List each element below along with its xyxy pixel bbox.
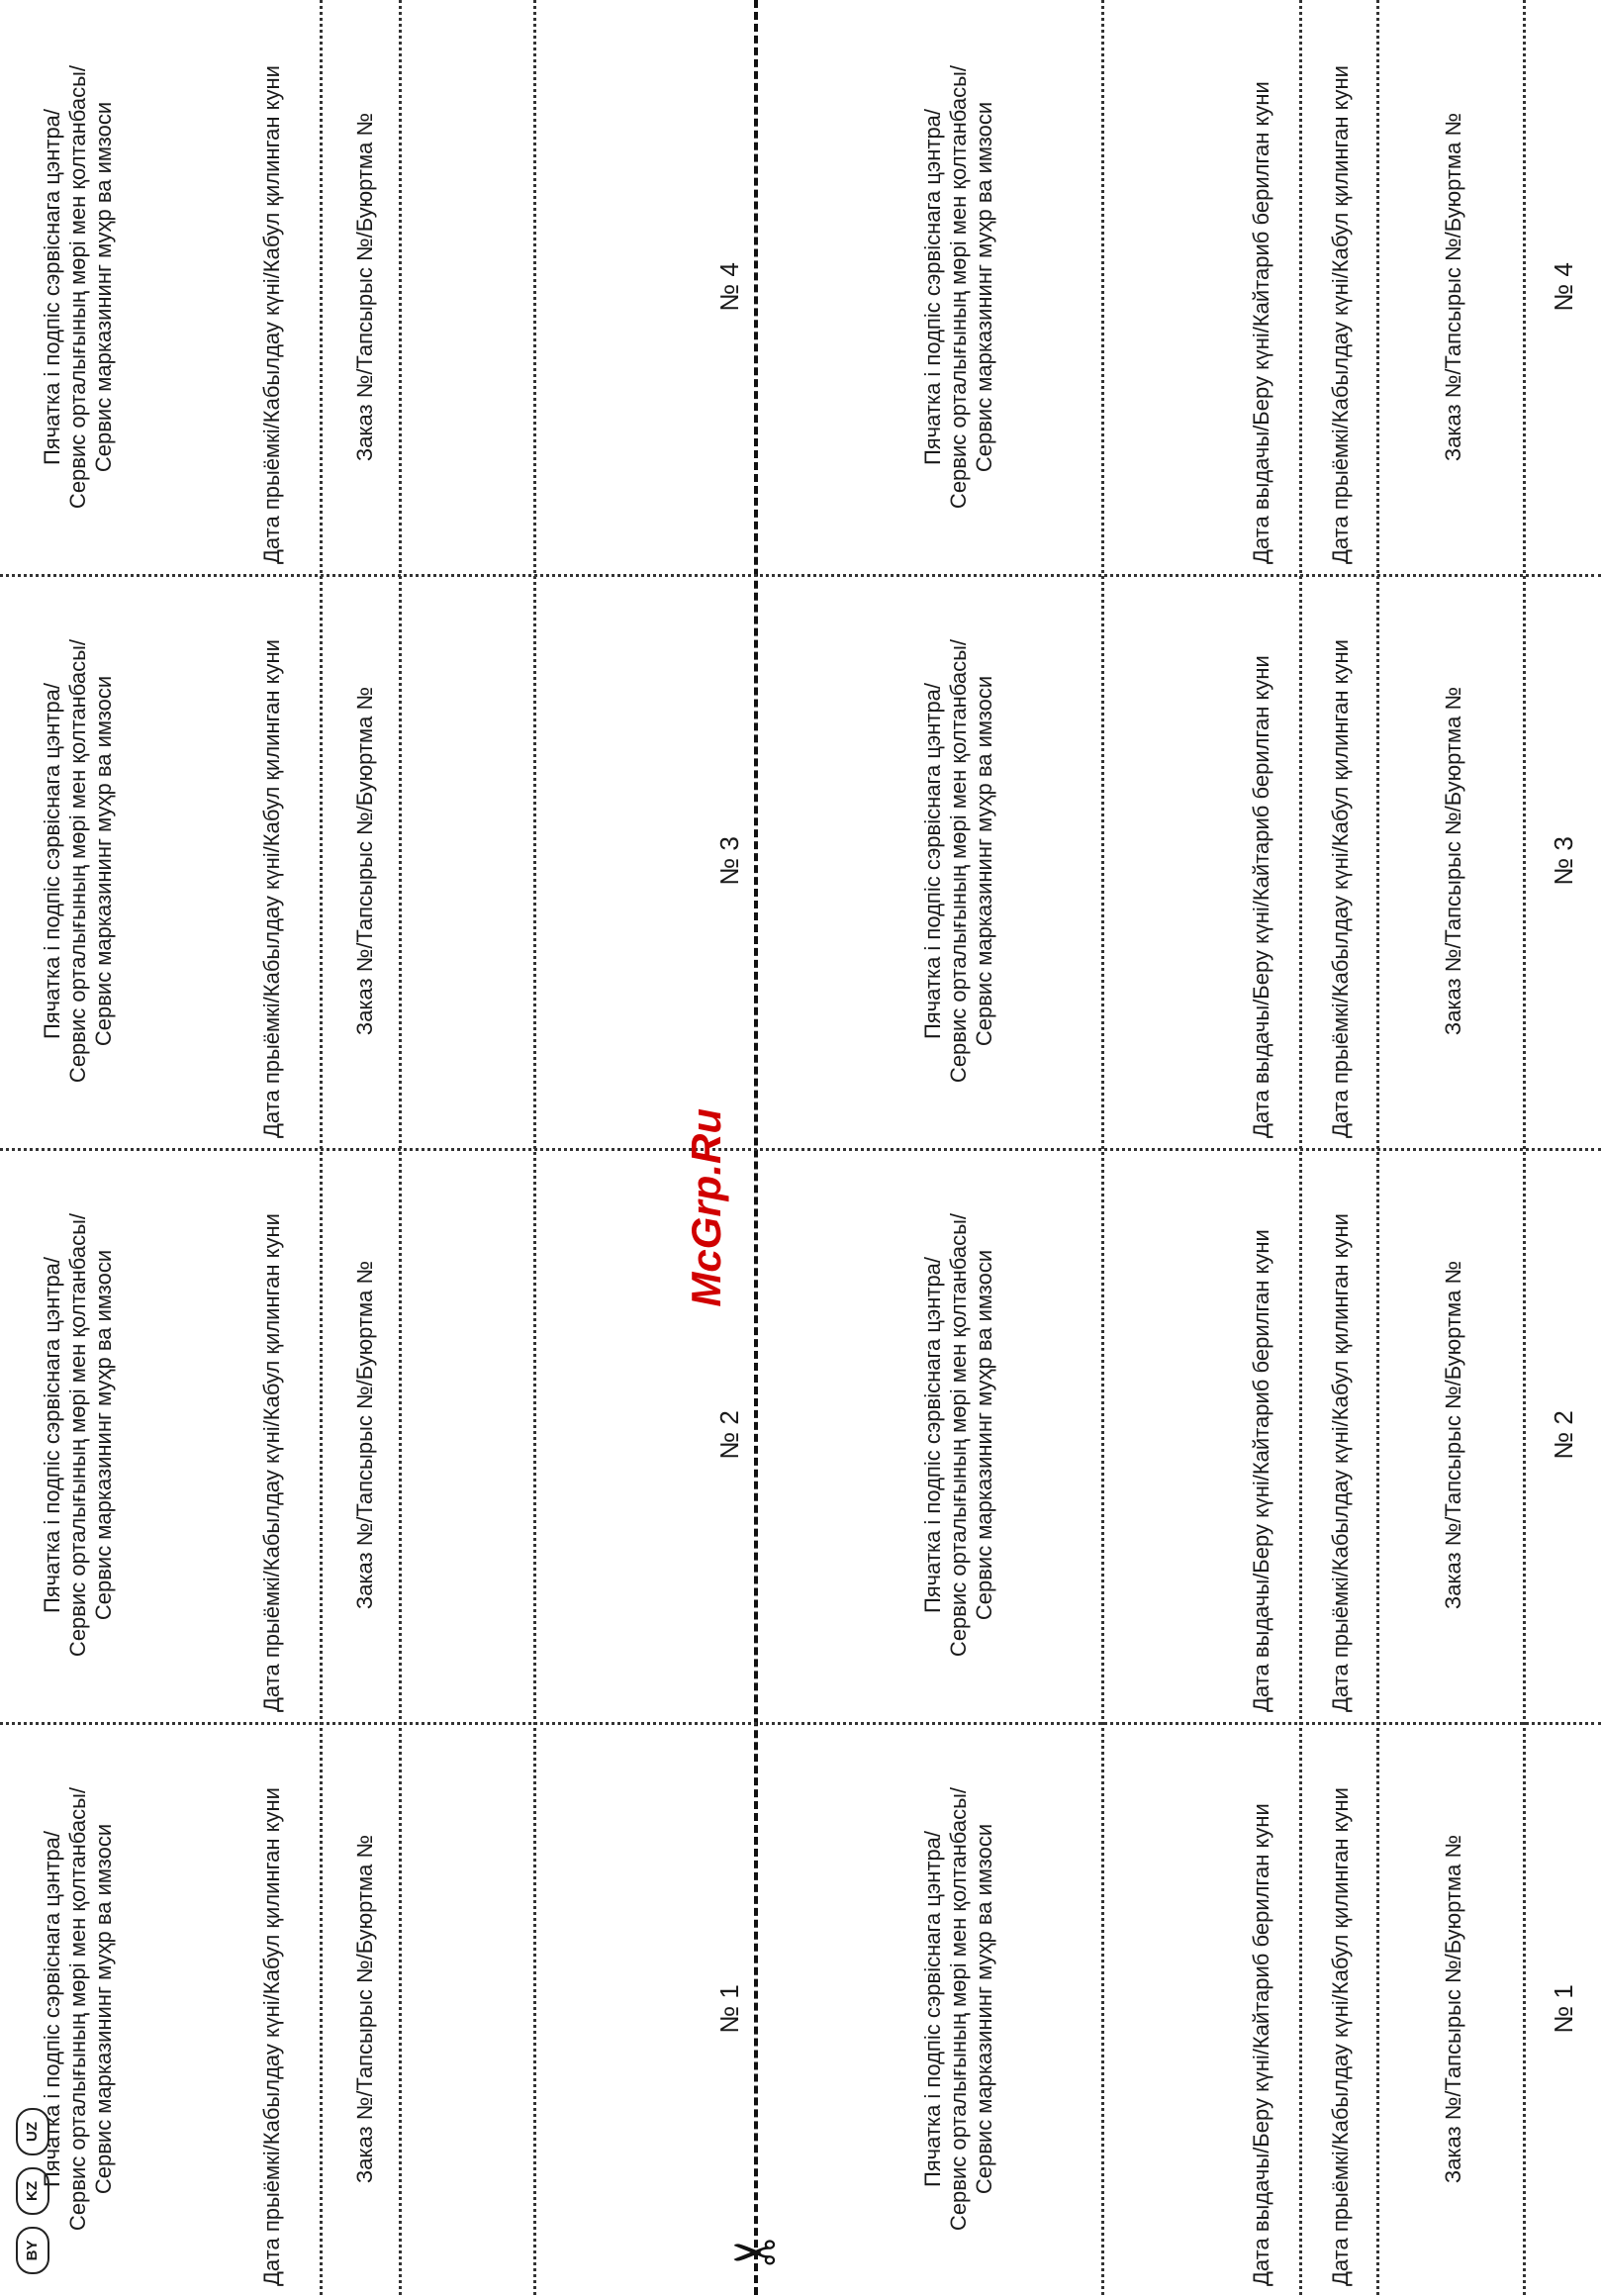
receive-date-label: Дата прыёмкі/Кабылдау күні/Кабул қилинган куни	[1328, 639, 1353, 1138]
stamp-signature-line: Сервис орталығының мөрі мен қолтанбасы/	[946, 1786, 971, 2232]
stamp-signature-line: Сервис марказининг муҳр ва имзоси	[972, 1823, 996, 2195]
order-number-label: Заказ №/Тапсырыс №/Буюртма №	[352, 686, 377, 1036]
stamp-signature-line: Пячатка і подпіс сэрвіснага цэнтра/	[40, 1830, 64, 2188]
watermark: McGrp.Ru	[683, 1108, 729, 1307]
order-number-label: Заказ №/Тапсырыс №/Буюртма №	[1441, 1834, 1465, 2184]
receive-date-label: Дата прыёмкі/Кабылдау күні/Кабул қилинган куни	[1328, 1213, 1353, 1712]
issue-date-label: Дата выдачы/Беру күні/Кайтариб берилган куни	[1249, 1803, 1273, 2286]
stamp-signature-label	[40, 0, 117, 574]
stamp-signature-line: Сервис марказининг муҳр ва имзоси	[972, 1249, 996, 1621]
stamp-signature-line: Сервис марказининг муҳр ва имзоси	[91, 101, 116, 473]
stamp-signature-label	[40, 1722, 117, 2296]
receive-date-label: Дата прыёмкі/Кабылдау күні/Кабул қилинган куни	[1328, 65, 1353, 564]
stamp-signature-line: Пячатка і подпіс сэрвіснага цэнтра/	[920, 108, 945, 466]
stamp-signature-line: Сервис орталығының мөрі мен қолтанбасы/	[946, 638, 971, 1084]
stamp-signature-line: Сервис орталығының мөрі мен қолтанбасы/	[65, 638, 90, 1084]
stamp-signature-label	[40, 574, 117, 1148]
stamp-signature-label	[920, 574, 997, 1148]
stamp-signature-line: Сервис марказининг муҳр ва имзоси	[91, 1823, 116, 2195]
issue-date-label: Дата выдачы/Беру күні/Кайтариб берилган куни	[1249, 655, 1273, 1138]
order-number-label: Заказ №/Тапсырыс №/Буюртма №	[352, 112, 377, 462]
stamp-signature-line: Сервис марказининг муҳр ва имзоси	[972, 101, 996, 473]
badge-by: BY	[16, 2227, 49, 2274]
stamp-signature-line: Пячатка і подпіс сэрвіснага цэнтра/	[920, 682, 945, 1040]
badge-uz: UZ	[16, 2108, 49, 2155]
coupon-number: № 3	[1549, 836, 1578, 886]
receive-date-label: Дата прыёмкі/Кабылдау күні/Кабул қилинган куни	[1328, 1787, 1353, 2286]
stamp-signature-line: Сервис орталығының мөрі мен қолтанбасы/	[65, 1212, 90, 1658]
coupon-number: № 3	[714, 836, 744, 886]
stamp-signature-line: Сервис орталығының мөрі мен қолтанбасы/	[946, 1212, 971, 1658]
stamp-signature-line: Сервис орталығының мөрі мен қолтанбасы/	[946, 64, 971, 510]
coupon-number: № 4	[1549, 262, 1578, 312]
badge-kz: KZ	[16, 2167, 49, 2215]
stamp-signature-line: Пячатка і подпіс сэрвіснага цэнтра/	[920, 1830, 945, 2188]
coupon-number: № 2	[714, 1410, 744, 1460]
stamp-signature-line: Сервис орталығының мөрі мен қолтанбасы/	[65, 64, 90, 510]
receive-date-label: Дата прыёмкі/Кабылдау күні/Кабул қилинган куни	[259, 1213, 284, 1712]
stamp-signature-line: Пячатка і подпіс сэрвіснага цэнтра/	[40, 1256, 64, 1614]
issue-date-label: Дата выдачы/Беру күні/Кайтариб берилган куни	[1249, 81, 1273, 564]
order-number-label: Заказ №/Тапсырыс №/Буюртма №	[352, 1834, 377, 2184]
coupon-number: № 1	[1549, 1984, 1578, 2034]
stamp-signature-line: Пячатка і подпіс сэрвіснага цэнтра/	[40, 108, 64, 466]
receive-date-label: Дата прыёмкі/Кабылдау күні/Кабул қилинган куни	[259, 639, 284, 1138]
stamp-signature-line: Сервис марказининг муҳр ва имзоси	[972, 675, 996, 1047]
stamp-signature-line: Сервис орталығының мөрі мен қолтанбасы/	[65, 1786, 90, 2232]
stamp-signature-label	[920, 1722, 997, 2296]
stamp-signature-line: Пячатка і подпіс сэрвіснага цэнтра/	[40, 682, 64, 1040]
order-number-label: Заказ №/Тапсырыс №/Буюртма №	[1441, 1260, 1465, 1610]
stamp-signature-line: Сервис марказининг муҳр ва имзоси	[91, 1249, 116, 1621]
coupon-divider	[0, 574, 1601, 577]
stamp-signature-line: Пячатка і подпіс сэрвіснага цэнтра/	[920, 1256, 945, 1614]
stamp-signature-label	[920, 0, 997, 574]
order-number-label: Заказ №/Тапсырыс №/Буюртма №	[1441, 112, 1465, 462]
stamp-signature-label	[40, 1148, 117, 1722]
coupon-divider	[0, 1722, 1601, 1725]
scissors-icon: ✂	[730, 2218, 778, 2283]
issue-date-label: Дата выдачы/Беру күні/Кайтариб берилган куни	[1249, 1229, 1273, 1712]
coupon-divider	[0, 1148, 1601, 1151]
receive-date-label: Дата прыёмкі/Кабылдау күні/Кабул қилинган куни	[259, 65, 284, 564]
stamp-signature-line: Сервис марказининг муҳр ва имзоси	[91, 675, 116, 1047]
receive-date-label: Дата прыёмкі/Кабылдау күні/Кабул қилинган куни	[259, 1787, 284, 2286]
stamp-signature-label	[920, 1148, 997, 1722]
order-number-label: Заказ №/Тапсырыс №/Буюртма №	[352, 1260, 377, 1610]
order-number-label: Заказ №/Тапсырыс №/Буюртма №	[1441, 686, 1465, 1036]
coupon-number: № 4	[714, 262, 744, 312]
coupon-number: № 2	[1549, 1410, 1578, 1460]
coupon-number: № 1	[714, 1984, 744, 2034]
